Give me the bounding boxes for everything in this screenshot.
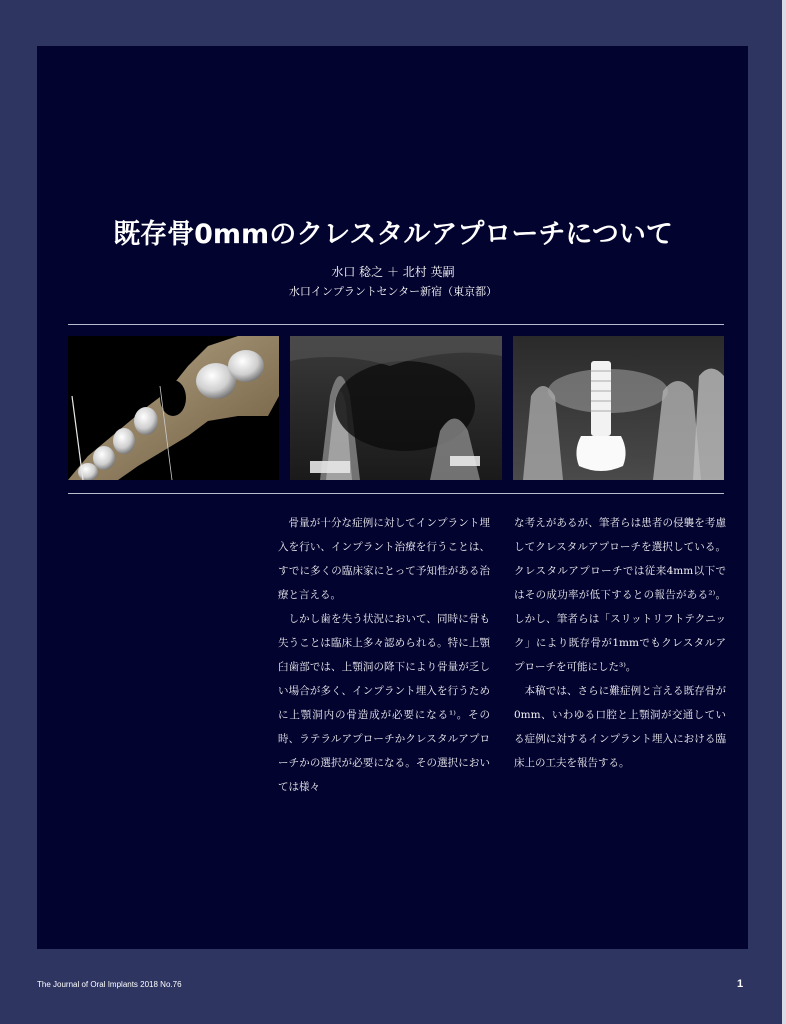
title-panel: [37, 46, 748, 949]
ct-3d-jaw-image: [68, 336, 279, 480]
xray-implant-image: [513, 336, 724, 480]
xray-sinus-image: [290, 336, 502, 480]
paragraph: な考えがあるが、筆者らは患者の侵襲を考慮してクレスタルアプローチを選択している。クレスタルアプローチでは従来4mm以下ではその成功率が低下するとの報告がある²⁾。しかし、筆者らは「スリットリフトテクニック」により既存骨が1mmでもクレスタルアプローチを可能にした³⁾。: [514, 517, 726, 673]
divider-top: [68, 324, 724, 325]
article-authors: 水口 稔之 ＋ 北村 英嗣: [331, 265, 455, 279]
article-affiliation: 水口インプラントセンター新宿（東京都）: [288, 285, 498, 298]
divider-bottom: [68, 493, 724, 494]
body-column-left: [278, 511, 490, 799]
article-title: 既存骨0mmのクレスタルアプローチについて: [113, 219, 673, 250]
page-edge: [782, 0, 786, 1024]
paragraph: 本稿では、さらに難症例と言える既存骨が0mm、いわゆる口腔と上顎洞が交通している症例に対するインプラント埋入における臨床上の工夫を報告する。: [514, 685, 726, 769]
page-number: 1: [737, 978, 744, 990]
paragraph: しかし歯を失う状況において、同時に骨も失うことは臨床上多々認められる。特に上顎臼歯部では、上顎洞の降下により骨量が乏しい場合が多く、インプラント埋入を行うために上顎洞内の骨造成が必要になる¹⁾。その時、ラテラルアプローチかクレスタルアプローチかの選択が必要になる。その選択においては様々: [278, 613, 490, 793]
journal-name: The Journal of Oral Implants 2018 No.76: [37, 980, 182, 989]
paragraph: 骨量が十分な症例に対してインプラント埋入を行い、インプラント治療を行うことは、すでに多くの臨床家にとって予知性がある治療と言える。: [278, 517, 490, 601]
body-column-right: [514, 511, 726, 775]
